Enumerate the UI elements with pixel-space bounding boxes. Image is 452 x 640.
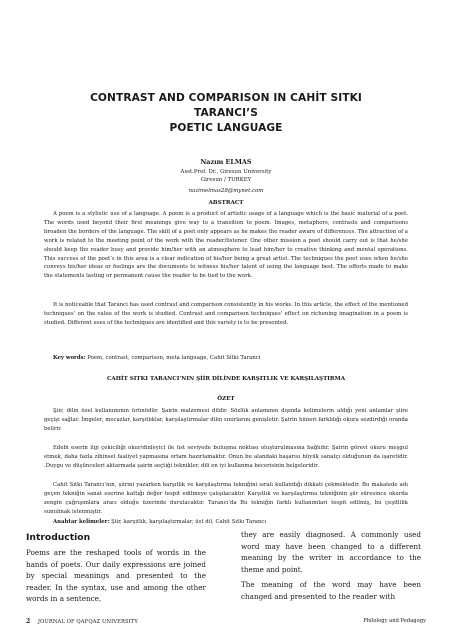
body-column-right [241, 529, 421, 607]
page-number: 2 [26, 618, 31, 625]
turkish-title: CAHİT SITKI TARANCI’NIN ŞİİR DİLİNDE KARŞITLIK VE KARŞILAŞTIRMA [106, 376, 346, 382]
author-location: Giresun / TURKEY [200, 177, 252, 183]
title-line-1: CONTRAST AND COMPARISON IN CAHİT SITKI TARANCI’S [90, 92, 362, 119]
author-email: nazimelmas28@mynet.com [188, 188, 264, 194]
ozet-heading: ÖZET [217, 396, 235, 402]
paper-title [60, 91, 392, 136]
body-paragraph: they are easily diagnosed. A commonly used word may have been changed to a different meaning by the writer in accordance to the theme and point. [241, 530, 421, 574]
body-paragraph: The meaning of the word may have been changed and presented to the reader with [241, 580, 421, 601]
ozet-paragraph: Cahit Sıtkı Tarancı’nın, şiirini yazarken karşıtlık ve karşılaştırma tekniğini sıralı kullandığı dikkati çekmektedir. Bu makalede adı geçen tekniğin sanat eserine kattığı değer tespit edilmeye çalışılacaktır. Karşıtlık ve karşılaştırma tekniğinin şiir süresince okurda zengin çağrışımlara aracı olduğu üzerinde durulacaktır. Tarancı’da Bu tekniğin farklı kullanımları tespit edilmiş, bu çeşitlilik sunulmak istenmiştir. [44, 482, 408, 515]
body-column-left [26, 547, 206, 609]
keywords-label: Key words: [53, 355, 86, 361]
body-paragraph: Poems are the reshaped tools of words in the hands of poets. Our daily expressions are joined by special meanings and presented to the reader. In the syntax, use and among the other words in a sentence, [26, 548, 206, 604]
journal-name: JOURNAL OF QAFQAZ UNIVERSITY [37, 619, 138, 625]
ozet-paragraph: Şiir, dilin özel kullanımının ürünüdür. Şairin malzemesi dildir. Sözlük anlamının dışında kelimelerin aldığı yeni anlamlar şiire geçişi sağlar. İmgeler, mecazlar, karşıtlıklar, karşılaştırmalar dilin sınırlarını genişletir. Şairin hüneri farklılığı okura sezdirdiği oranda belirir. [44, 408, 408, 432]
turkish-keywords [44, 518, 408, 527]
keywords [44, 354, 408, 363]
abstract-paragraph: It is noticeable that Taranci has used contrast and comparison consistently in his works. In this article, the effect of the mentioned techniques’ on the value of the work is studied. Contrast and comparison techniques’ effect on richening imagination in a poem is studied. Different uses of the techniques are identified and this variety is to be presented. [44, 302, 408, 326]
author-name: Nazım ELMAS [200, 158, 252, 166]
title-line-2: POETIC LANGUAGE [169, 122, 283, 134]
ozet-paragraph: Edebi eserin ilgi çekiciliği okur/dinleyici ile üst seviyede buluşma noktası oluşturulmasına bağlıdır. Şairin görevi okuru meşgul etmek, daha fazla zihinsel faaliyet yapmasına ortam hazırlamaktır. Onun bu alandaki başarısı büyük sanatçı olduğunun da işaretidir. .Duygu ve düşünceleri aktarmada şairin seçtiği teknikler, dili en iyi kullanma becerisinin belgeleridir. [44, 445, 408, 469]
abstract-paragraph: A poem is a stylistic use of a language. A poem is a product of artistic usage of a language which is the basic material of a poet. The words used beyond their first meanings give way to a transition to poem. Images, metaphors, contrasts and comparisons broaden the borders of the language. The skill of a poet only appears as he makes the reader aware of differences. The attraction of a work is related to the meeting point of the work with the reader/listener. One other mission a poet should carry out is that he/she should keep the reader busy and provide him/her with an atmosphere to lead him/her to creative thinking and mental operations. This success of the poet’s in this area is a clear indication of his/her being a great artist. The techniques the poet uses when he/she conveys his/her ideas or feelings are the documents to witness his/her talent of using the language best. The efforts made to make the statements lasting or permanent cause the reader to be tied to the work. [44, 211, 408, 280]
keywords-list: Poem, contrast, comparison, meta language, Cahit Sitki Taranci [87, 355, 261, 361]
introduction-heading: Introduction [26, 532, 91, 543]
journal-section: Philology and Pedagogy [363, 618, 426, 624]
abstract-heading: ABSTRACT [208, 200, 244, 206]
author-affiliation: Asst.Prof. Dr., Giresun University [180, 169, 272, 175]
page-footer [26, 618, 426, 625]
turkish-keywords-list: Şiir, karşıtlık, karşılaştırmalar, üst dil, Cahit Sıtkı Tarancı [111, 519, 267, 525]
turkish-keywords-label: Anahtar kelimeler: [53, 519, 110, 525]
